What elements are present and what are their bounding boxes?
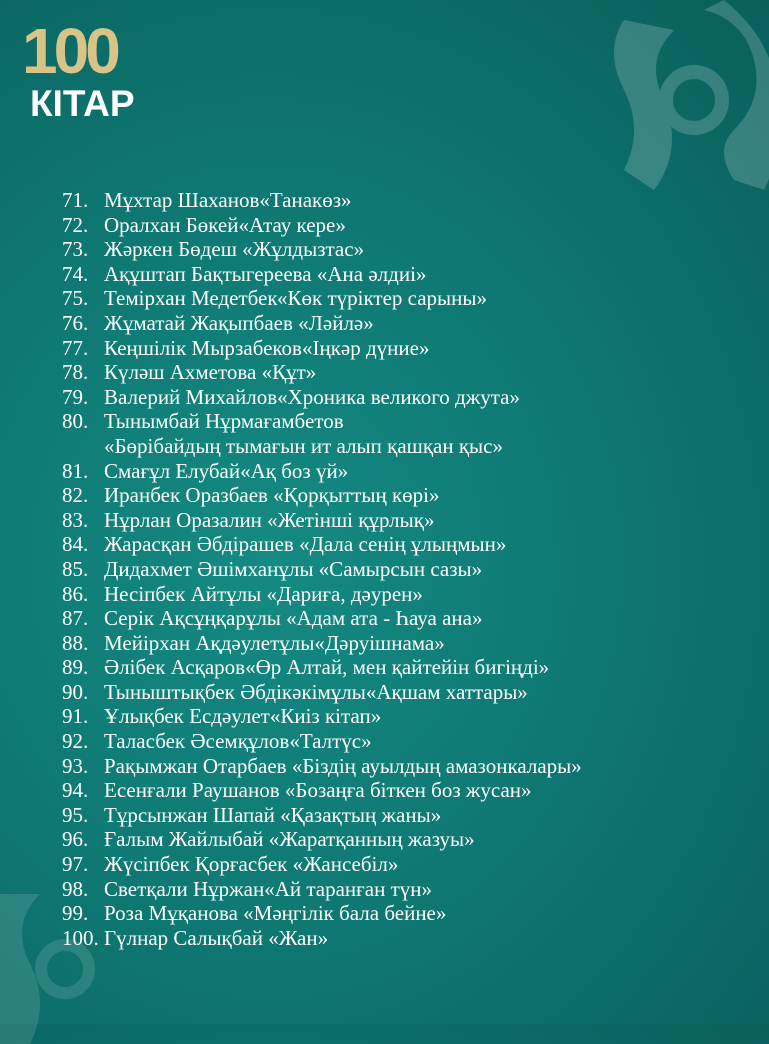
item-number: 84.	[62, 532, 89, 557]
item-text: Мұхтар Шаханов«Танакөз»	[104, 188, 352, 212]
item-number: 78.	[62, 360, 89, 385]
item-text: Дидахмет Әшімханұлы «Самырсын сазы»	[104, 556, 483, 581]
item-text: Светқали Нұржан«Ай таранған түн»	[104, 876, 433, 901]
item-text: Рақымжан Отарбаев «Біздің ауылдың амазонкалары»	[104, 753, 582, 778]
item-text: Ақұштап Бақтыгереева «Ана әлдиі»	[104, 261, 427, 286]
list-item	[62, 852, 582, 877]
item-text: Валерий Михайлов«Хроника великого джута»	[104, 384, 520, 409]
item-number: 79.	[62, 384, 89, 409]
item-text: Смағұл Елубай«Ақ боз үй»	[104, 458, 349, 483]
list-item	[62, 778, 582, 803]
item-number: 75.	[62, 286, 89, 311]
item-number: 85.	[62, 556, 89, 581]
list-item	[62, 360, 582, 385]
item-text: Тұрсынжан Шапай «Қазақтың жаны»	[104, 802, 442, 827]
item-text: Жұматай Жақыпбаев «Ләйлә»	[104, 310, 374, 335]
item-number: 89.	[62, 655, 89, 680]
item-number: 99.	[62, 901, 89, 926]
item-number: 74.	[62, 261, 89, 286]
item-number: 88.	[62, 630, 89, 655]
list-item	[62, 680, 582, 705]
item-text: Нұрлан Оразалин «Жетінші құрлық»	[104, 507, 435, 532]
item-number: 71.	[62, 188, 89, 212]
list-item	[62, 409, 582, 458]
list-item	[62, 237, 582, 262]
item-number: 97.	[62, 852, 89, 877]
item-text: Роза Мұқанова «Мәңгілік бала бейне»	[104, 901, 447, 926]
item-number: 90.	[62, 679, 89, 704]
list-item	[62, 704, 582, 729]
item-text: Темірхан Медетбек«Көк түріктер сарыны»	[104, 286, 488, 311]
list-item	[62, 262, 582, 287]
item-text: Ғалым Жайлыбай «Жаратқанның жазуы»	[104, 827, 475, 852]
list-item	[62, 582, 582, 607]
list-item	[62, 926, 582, 951]
list-item	[62, 754, 582, 779]
ornament-decoration-top	[579, 0, 769, 210]
list-item	[62, 459, 582, 484]
item-number: 92.	[62, 729, 89, 754]
item-text: Ұлықбек Есдәулет«Киіз кітап»	[104, 704, 382, 729]
item-number: 93.	[62, 753, 89, 778]
item-number: 98.	[62, 876, 89, 901]
item-text-continued: «Бөрібайдың тымағын ит алып қашқан қыс»	[104, 433, 503, 458]
list-item	[62, 606, 582, 631]
list-item	[62, 311, 582, 336]
logo-100-kitap	[22, 16, 172, 126]
item-number: 72.	[62, 212, 89, 237]
item-text: Әлібек Асқаров«Өр Алтай, мен қайтейін бигіңді»	[104, 655, 550, 680]
item-text: Тынымбай Нұрмағамбетов	[104, 409, 344, 434]
item-text: Несіпбек Айтұлы «Дариға, дәурен»	[104, 581, 423, 606]
list-item	[62, 483, 582, 508]
item-number: 81.	[62, 458, 89, 483]
item-number: 100.	[62, 925, 99, 950]
item-number: 87.	[62, 606, 89, 631]
item-text: Гүлнар Салықбай «Жан»	[104, 925, 329, 950]
list-item	[62, 385, 582, 410]
item-text: Жүсіпбек Қорғасбек «Жансебіл»	[104, 852, 399, 877]
item-number: 80.	[62, 409, 89, 434]
logo-number: 100	[22, 15, 117, 87]
item-number: 83.	[62, 507, 89, 532]
item-text: Жәркен Бөдеш «Жұлдызтас»	[104, 237, 365, 262]
item-text: Күләш Ахметова «Құт»	[104, 360, 317, 385]
list-item	[62, 336, 582, 361]
item-text: Кеңшілік Мырзабеков«Іңкәр дүние»	[104, 335, 430, 360]
list-item	[62, 877, 582, 902]
item-number: 94.	[62, 778, 89, 803]
list-item	[62, 213, 582, 238]
list-item	[62, 901, 582, 926]
item-text: Есенғали Раушанов «Бозаңға біткен боз жусан»	[104, 778, 532, 803]
item-text: Тыныштықбек Әбдікәкімұлы«Ақшам хаттары»	[104, 679, 528, 704]
list-item	[62, 508, 582, 533]
item-text: Жарасқан Әбдірашев «Дала сенің ұлыңмын»	[104, 532, 507, 557]
item-number: 77.	[62, 335, 89, 360]
item-number: 86.	[62, 581, 89, 606]
list-item	[62, 631, 582, 656]
list-item	[62, 532, 582, 557]
item-number: 96.	[62, 827, 89, 852]
item-text: Мейірхан Ақдәулетұлы«Дәруішнама»	[104, 630, 445, 655]
list-item	[62, 803, 582, 828]
item-text: Серік Ақсұңқарұлы «Адам ата - Һауа ана»	[104, 606, 483, 631]
item-text: Оралхан Бөкей«Атау кере»	[104, 212, 346, 237]
item-number: 82.	[62, 483, 89, 508]
list-item	[62, 188, 582, 213]
item-number: 95.	[62, 802, 89, 827]
item-text: Таласбек Әсемқұлов«Талтүс»	[104, 729, 372, 754]
item-number: 91.	[62, 704, 89, 729]
item-number: 76.	[62, 310, 89, 335]
logo-text: КІТАР	[30, 83, 135, 124]
list-item	[62, 729, 582, 754]
list-item	[62, 557, 582, 582]
list-item	[62, 655, 582, 680]
list-item	[62, 286, 582, 311]
list-item	[62, 827, 582, 852]
item-number: 73.	[62, 237, 89, 262]
item-text: Иранбек Оразбаев «Қорқыттың көрі»	[104, 483, 440, 508]
book-list	[62, 188, 582, 950]
